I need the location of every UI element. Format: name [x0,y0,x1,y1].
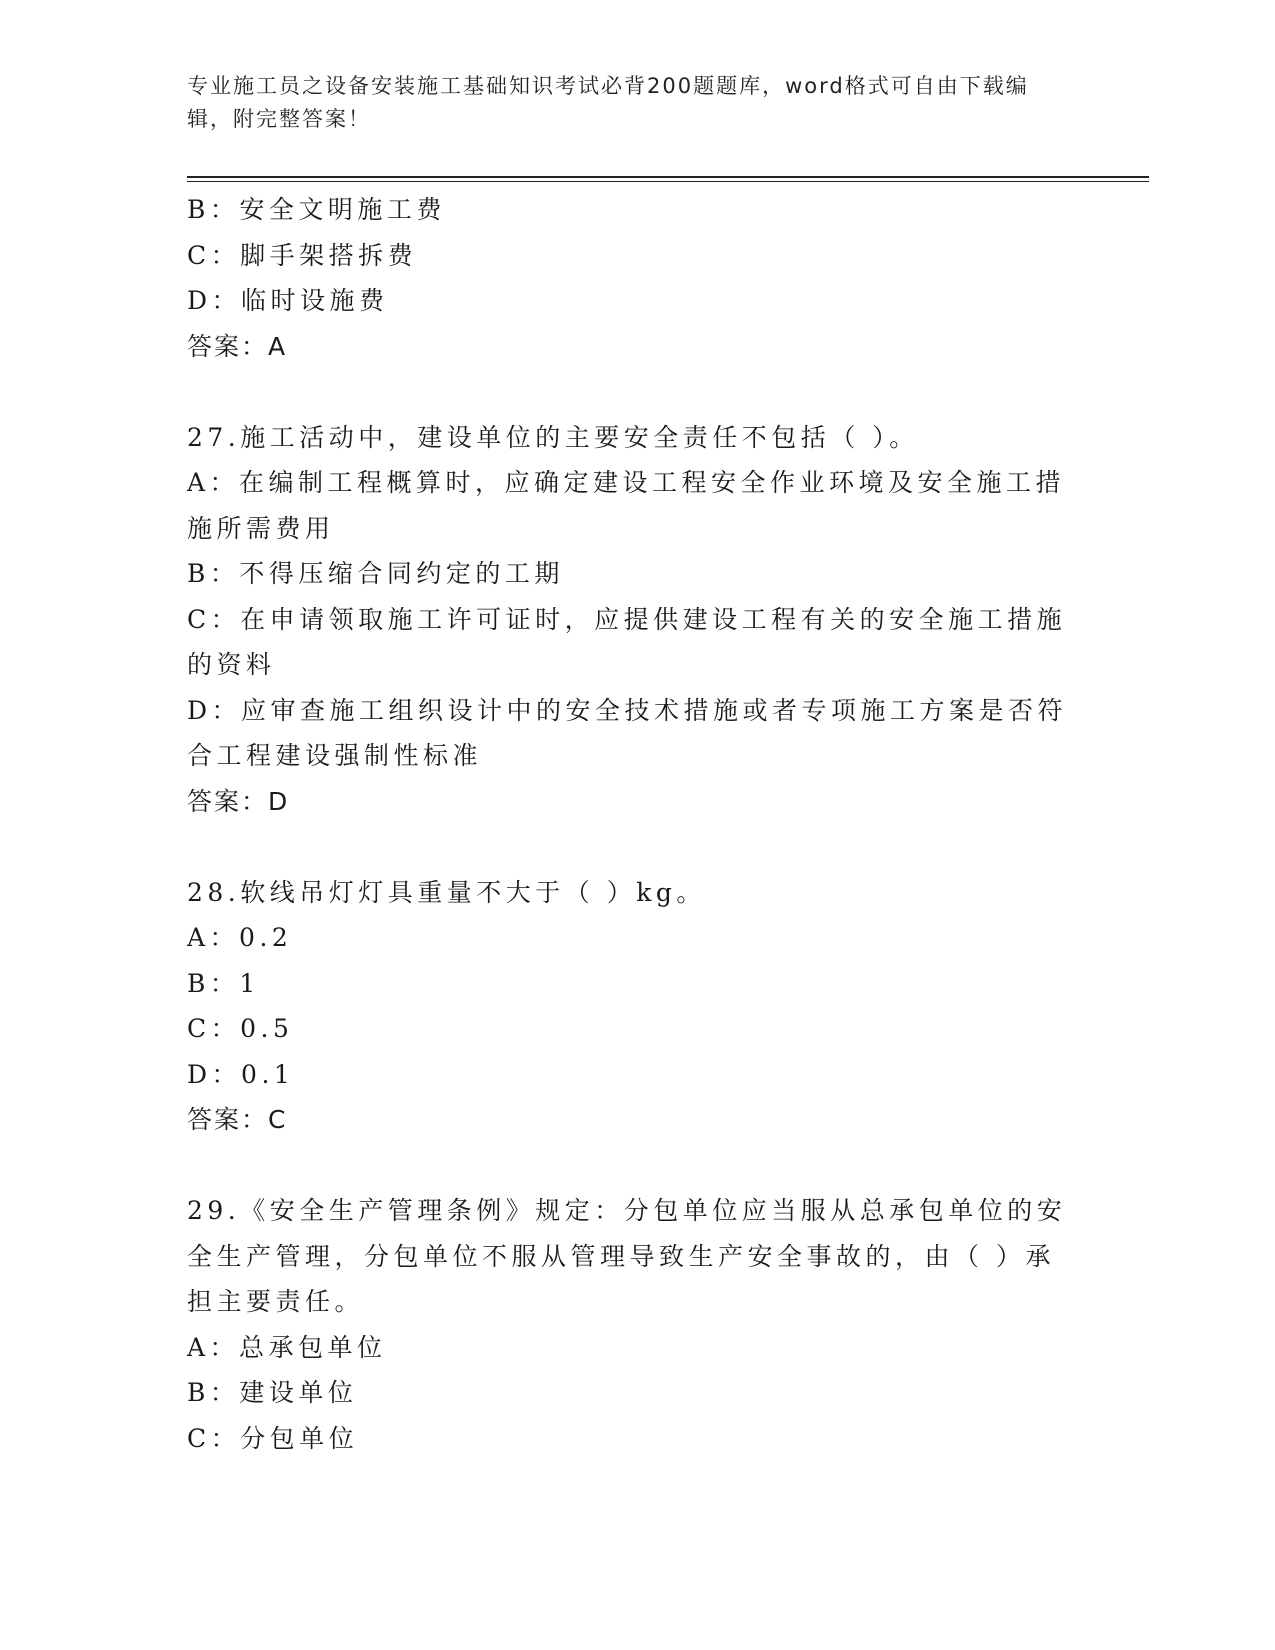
answer-line: 答案：A [187,331,288,361]
option-c: C：0.5 [187,1014,294,1043]
option-d: D：应审查施工组织设计中的安全技术措施或者专项施工方案是否符合工程建设强制性标准 [187,695,1068,770]
option-b: B：安全文明施工费 [187,195,446,224]
spacer [187,1143,1077,1189]
option-c: C：脚手架搭拆费 [187,240,418,270]
spacer [187,824,1077,870]
option-a: A：在编制工程概算时，应确定建设工程安全作业环境及安全施工措施所需费用 [187,468,1066,543]
option-a: A：总承包单位 [187,1332,387,1362]
question-29 [187,1188,1077,1461]
option-a: A：0.2 [187,923,293,952]
question-stem: 29.《安全生产管理条例》规定：分包单位应当服从总承包单位的安全生产管理，分包单位不服从管理导致生产安全事故的，由（ ）承担主要责任。 [187,1196,1067,1316]
option-d: D：临时设施费 [187,286,389,315]
prev-question [187,187,1077,369]
spacer [187,369,1077,415]
option-c: C：在申请领取施工许可证时，应提供建设工程有关的安全施工措施的资料 [187,604,1067,679]
answer-line: 答案：C [187,1105,288,1134]
option-b: B：建设单位 [187,1378,358,1407]
question-28 [187,870,1077,1143]
question-stem: 28.软线吊灯灯具重量不大于（ ）kg。 [187,877,706,907]
document-header: 专业施工员之设备安装施工基础知识考试必背200题题库，word格式可自由下载编辑，附完整答案！ [187,74,1029,131]
question-27 [187,415,1077,825]
question-content [187,187,1077,1461]
answer-line: 答案：D [187,786,290,816]
header-rule-thin [187,181,1149,182]
question-stem: 27.施工活动中，建设单位的主要安全责任不包括（ ）。 [187,422,919,452]
header-rule-thick [187,176,1149,178]
option-b: B：不得压缩合同约定的工期 [187,559,564,588]
option-b: B：1 [187,968,260,998]
option-d: D：0.1 [187,1059,295,1089]
option-c: C：分包单位 [187,1423,359,1453]
